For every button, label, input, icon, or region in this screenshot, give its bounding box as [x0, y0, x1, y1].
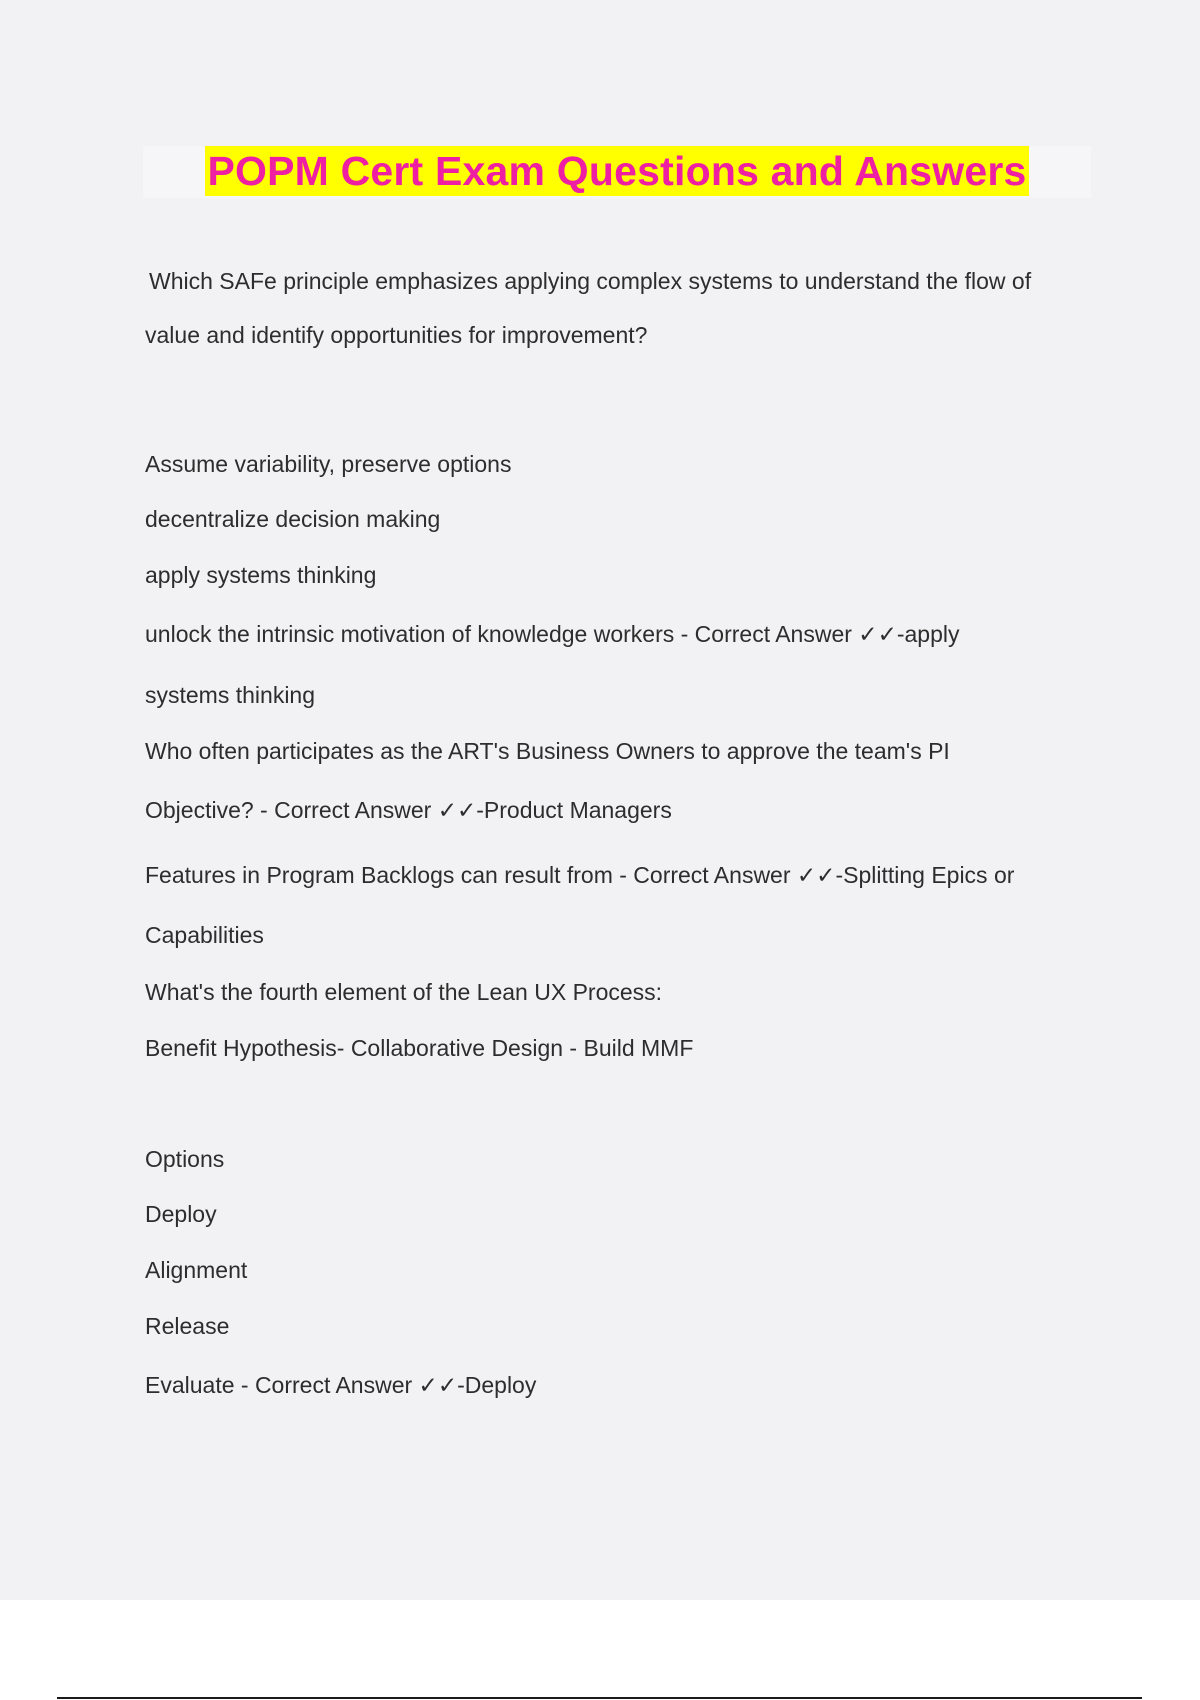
title-banner [143, 146, 1091, 198]
answer-option: apply systems thinking [145, 562, 377, 588]
document-title: POPM Cert Exam Questions and Answers [207, 148, 1027, 194]
question-line: What's the fourth element of the Lean UX Process: [145, 979, 663, 1005]
question-line: Benefit Hypothesis- Collaborative Design - Build MMF [145, 1035, 694, 1061]
question-line: Features in Program Backlogs can result from - Correct Answer ✓✓-Splitting Epics or [145, 862, 1015, 888]
question-line: Who often participates as the ART's Business Owners to approve the team's PI [145, 738, 950, 764]
answer-option: Options [145, 1146, 225, 1172]
answer-option: Release [145, 1313, 230, 1339]
answer-option: decentralize decision making [145, 506, 441, 532]
answer-text: Capabilities [145, 922, 264, 948]
question-line: value and identify opportunities for improvement? [145, 322, 648, 348]
question-line: Which SAFe principle emphasizes applying complex systems to understand the flow of [149, 268, 1032, 294]
answer-option: Assume variability, preserve options [145, 451, 512, 477]
footer-divider [57, 1697, 1142, 1699]
answer-text: systems thinking [145, 682, 316, 708]
answer-option: Deploy [145, 1201, 217, 1227]
answer-option: Evaluate - Correct Answer ✓✓-Deploy [145, 1372, 537, 1398]
question-line: Objective? - Correct Answer ✓✓-Product Managers [145, 797, 672, 823]
answer-option: unlock the intrinsic motivation of knowledge workers - Correct Answer ✓✓-apply [145, 621, 960, 647]
answer-option: Alignment [145, 1257, 248, 1283]
